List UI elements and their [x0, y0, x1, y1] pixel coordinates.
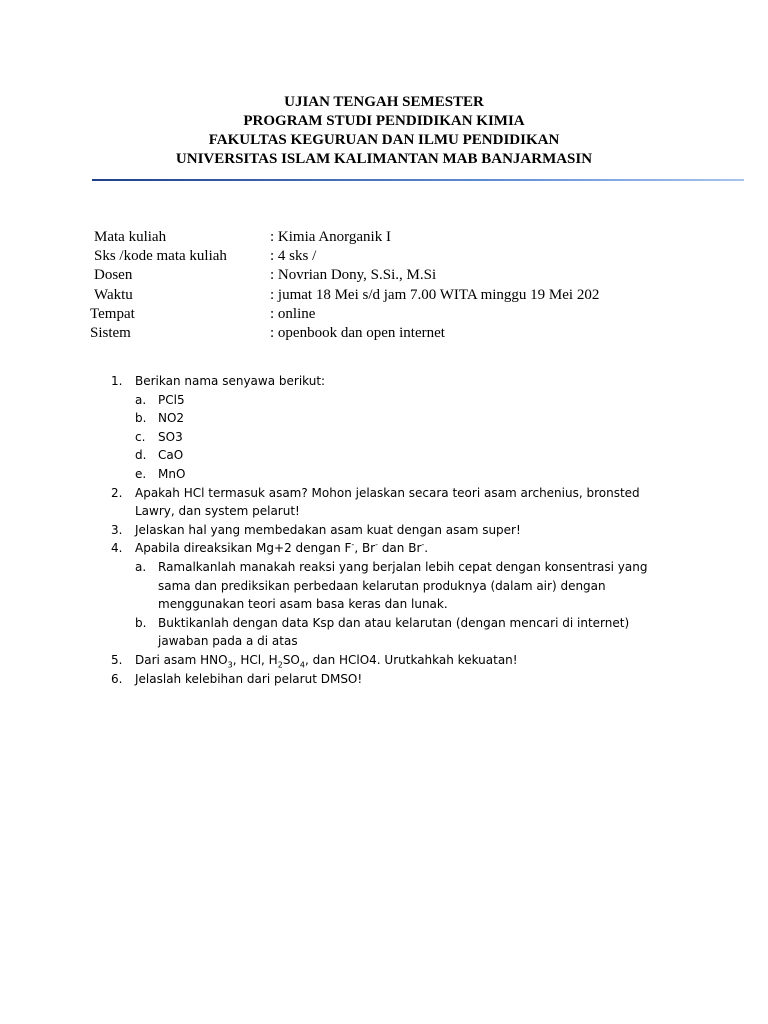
sub-item-text: PCl5	[158, 392, 185, 407]
exam-header	[0, 93, 768, 169]
info-row-course	[0, 228, 768, 247]
info-value: : 4 sks /	[270, 248, 317, 265]
sub-item	[0, 446, 768, 465]
info-label: Dosen	[94, 267, 133, 284]
info-row-credits	[0, 247, 768, 266]
sub-item	[0, 558, 768, 614]
info-row-lecturer	[0, 266, 768, 285]
info-row-place	[0, 305, 768, 324]
question-number: 4.	[111, 541, 123, 556]
program-name: PROGRAM STUDI PENDIDIKAN KIMIA	[243, 113, 525, 129]
sub-item	[0, 614, 768, 651]
question-text-part: , HCl, H	[232, 652, 278, 667]
question-item	[0, 484, 768, 521]
charge-superscript: -	[375, 540, 378, 550]
question-number: 2.	[111, 485, 123, 500]
question-item	[0, 651, 768, 670]
sub-item	[0, 465, 768, 484]
exam-title: UJIAN TENGAH SEMESTER	[284, 94, 484, 110]
question-text-part: .	[424, 541, 429, 556]
sub-item-text: Ramalkanlah manakah reaksi yang berjalan lebih cepat dengan konsentrasi yang sama dan prediksikan perbedaan kelarutan produknya (dalam air) dengan menggunakan teori asam basa keras dan lunak.	[158, 559, 648, 612]
sub-item-marker: b.	[135, 411, 147, 426]
question-text: Berikan nama senyawa berikut:	[135, 374, 326, 388]
question-number: 3.	[111, 522, 123, 537]
header-divider	[92, 179, 744, 181]
info-label: Tempat	[90, 305, 135, 322]
info-row-system	[0, 324, 768, 343]
formula-subscript: 4	[299, 660, 305, 670]
question-text-part: , dan HClO4. Urutkahkah kekuatan!	[304, 652, 518, 667]
question-text-part: dan Br	[378, 541, 422, 556]
question-number: 6.	[111, 671, 123, 686]
question-item	[0, 539, 768, 558]
faculty-name: FAKULTAS KEGURUAN DAN ILMU PENDIDIKAN	[208, 132, 560, 148]
question-text-part: , Br	[354, 541, 376, 556]
charge-superscript: -	[351, 540, 355, 550]
info-value: : online	[270, 305, 316, 322]
question-list	[0, 372, 768, 688]
sub-item-marker: c.	[135, 429, 146, 444]
info-value: : openbook dan open internet	[270, 324, 445, 341]
sub-item-text: Buktikanlah dengan data Ksp dan atau kelarutan (dengan mencari di internet) jawaban pada a di atas	[158, 615, 630, 649]
sub-item-text: CaO	[158, 448, 184, 463]
sub-item	[0, 409, 768, 428]
info-value: : jumat 18 Mei s/d jam 7.00 WITA minggu 19 Mei 202	[270, 286, 600, 303]
info-row-time	[0, 286, 768, 305]
sub-item-text: MnO	[158, 466, 186, 481]
question-item	[0, 670, 768, 689]
info-label: Sistem	[90, 324, 131, 341]
question-text-part: Apabila direaksikan Mg+2 dengan F	[135, 541, 352, 556]
sub-item-text: NO2	[158, 411, 185, 426]
question-item	[0, 372, 768, 391]
sub-item-marker: b.	[135, 615, 147, 630]
sub-item	[0, 428, 768, 447]
question-text-part: SO	[282, 652, 300, 667]
course-info-table	[0, 228, 768, 343]
info-value: : Novrian Dony, S.Si., M.Si	[270, 267, 437, 284]
formula-subscript: 2	[277, 660, 283, 670]
sub-item-marker: a.	[135, 559, 147, 574]
question-number: 1.	[111, 374, 123, 388]
charge-superscript: -	[421, 540, 425, 550]
university-name: UNIVERSITAS ISLAM KALIMANTAN MAB BANJARMASIN	[175, 151, 593, 167]
info-value: : Kimia Anorganik I	[270, 229, 391, 245]
formula-subscript: 3	[227, 660, 233, 670]
info-label: Sks /kode mata kuliah	[94, 248, 227, 265]
question-text: Apakah HCl termasuk asam? Mohon jelaskan secara teori asam archenius, bronsted Lawry, dan system pelarut!	[135, 485, 640, 519]
sub-item-marker: e.	[135, 466, 147, 481]
sub-item-marker: d.	[135, 448, 147, 463]
info-label: Mata kuliah	[94, 229, 167, 245]
info-label: Waktu	[94, 286, 133, 303]
sub-item-text: SO3	[158, 429, 183, 444]
question-text-part: Dari asam HNO	[135, 652, 228, 667]
question-text: Jelaslah kelebihan dari pelarut DMSO!	[135, 671, 363, 686]
sub-item	[0, 391, 768, 410]
question-text: Jelaskan hal yang membedakan asam kuat dengan asam super!	[135, 522, 521, 537]
question-number: 5.	[111, 652, 123, 667]
question-item	[0, 521, 768, 540]
sub-item-marker: a.	[135, 392, 147, 407]
